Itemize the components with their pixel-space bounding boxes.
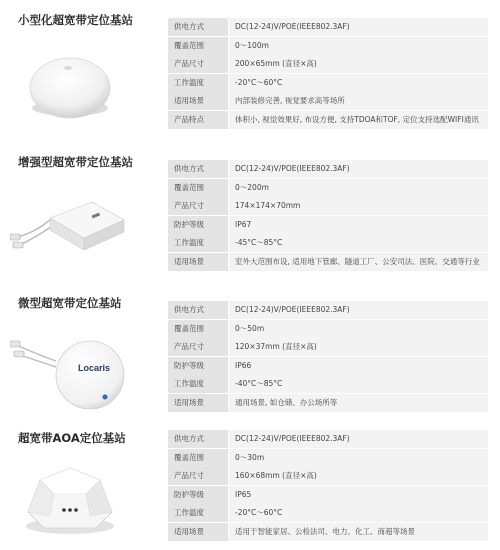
spec-row-scenario: 适用场景 内部装修完善, 视觉要求高等场所: [168, 92, 488, 110]
product-title: 增强型超宽带定位基站: [18, 155, 133, 169]
spec-row-range: 覆盖范围 0～200m: [168, 179, 488, 197]
spec-row-scenario: 适用场景 通用场景, 如仓储、办公场所等: [168, 394, 488, 412]
spec-row-size: 产品尺寸 174×174×70mm: [168, 197, 488, 215]
spec-row-scenario: 适用场景 室外大范围布设, 适用地下管廊、隧道工厂、公安司法、医院、交通等行业: [168, 253, 488, 271]
spec-row-temperature: 工作温度 -40°C～85°C: [168, 375, 488, 393]
spec-row-protection: 防护等级 IP65: [168, 486, 488, 504]
spec-row-power: 供电方式 DC(12-24)V/POE(IEEE802.3AF): [168, 160, 488, 178]
spec-row-range: 覆盖范围 0～50m: [168, 320, 488, 338]
spec-table: [168, 430, 488, 541]
spec-row-size: 产品尺寸 160×68mm (直径×高): [168, 467, 488, 485]
micro-base-station-image: [10, 317, 128, 417]
spec-row-range: 覆盖范围 0～100m: [168, 37, 488, 55]
small-base-station-image: [10, 46, 128, 146]
spec-row-scenario: 适用场景 适用于智能家居、公检法司、电力、化工、商超等场景: [168, 523, 488, 541]
product-title: 超宽带AOA定位基站: [18, 431, 126, 445]
spec-row-temperature: 工作温度 -20°C～60°C: [168, 504, 488, 522]
spec-row-protection: 防护等级 IP67: [168, 216, 488, 234]
spec-row-power: 供电方式 DC(12-24)V/POE(IEEE802.3AF): [168, 301, 488, 319]
spec-row-range: 覆盖范围 0～30m: [168, 449, 488, 467]
enhanced-base-station-image: [10, 176, 128, 276]
product-title: 微型超宽带定位基站: [18, 296, 122, 310]
product-title: 小型化超宽带定位基站: [18, 13, 133, 27]
spec-row-protection: 防护等级 IP66: [168, 357, 488, 375]
spec-row-features: 产品特点 体积小, 视觉效果好, 布设方便, 支持TDOA和TOF, 定位支持选配WIFI通讯: [168, 111, 488, 129]
spec-table: [168, 301, 488, 412]
spec-table: [168, 18, 488, 129]
spec-table: [168, 160, 488, 271]
spec-row-power: 供电方式 DC(12-24)V/POE(IEEE802.3AF): [168, 430, 488, 448]
brand-logo: Locaris: [78, 363, 111, 373]
spec-row-temperature: 工作温度 -45°C～85°C: [168, 234, 488, 252]
spec-row-power: 供电方式 DC(12-24)V/POE(IEEE802.3AF): [168, 18, 488, 36]
spec-row-size: 产品尺寸 200×65mm (直径×高): [168, 55, 488, 73]
spec-row-temperature: 工作温度 -20°C～60°C: [168, 74, 488, 92]
spec-row-size: 产品尺寸 120×37mm (直径×高): [168, 338, 488, 356]
aoa-base-station-image: [10, 450, 128, 550]
